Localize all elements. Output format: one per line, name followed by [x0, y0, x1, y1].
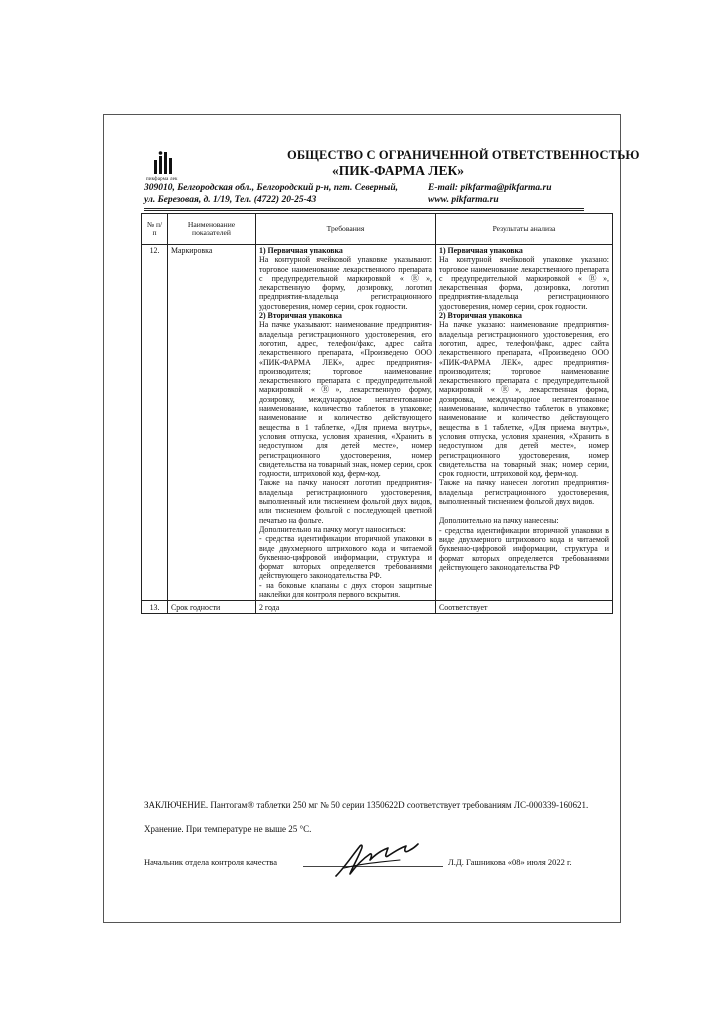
- res-secondary-title: 2) Вторичная упаковка: [439, 311, 522, 321]
- col-header-number: № п/п: [142, 214, 168, 245]
- req-additional-item-2: - на боковые клапаны с двух сторон защитные наклейки для контроля первого вскрытия.: [259, 580, 432, 599]
- organization-brand: «ПИК-ФАРМА ЛЕК»: [332, 163, 464, 178]
- req-logo-text: Также на пачку наносят логотип предприятия-владельца регистрационного удостоверения, выполненный или тиснением фольгой двух видов, или тиснением фольгой с последующей цветной печатью на фольге.: [259, 478, 432, 525]
- col-header-name: Наименование показателей: [168, 214, 256, 245]
- row-number: 13.: [142, 601, 168, 614]
- req-primary-title: 1) Первичная упаковка: [259, 246, 343, 255]
- res-additional-item-1: - средства идентификации вторичной упаковки в виде двухмерного штрихового кода и читаемой буквенно-цифровой информации, структура и формат которых определяется требованиями действующего законодательства РФ: [439, 525, 609, 572]
- email: E-mail: pikfarma@pikfarma.ru: [428, 183, 552, 193]
- res-secondary-text: На пачке указано: наименование предприятия-владельца регистрационного удостоверения, его логотип, адрес, телефон/факс, адрес сайта лекарственного препарата, «Произведено ООО «ПИК-ФАРМА ЛЕК», адрес предприятия-производителя; торговое наименование лекарственного препарата с предупредительной маркировкой «Ⓡ», лекарственная форма, дозировка, международное непатентованное наименование, количество таблеток в упаковке; наименование и количество действующего вещества в 1 таблетке, «Для приема внутрь», условия отпуска, условия хранения, «Хранить в недоступном для детей месте», номер регистрационного удостоверения, номер свидетельства на товарный знак; номер серии, срок годности, штриховой код, ферм-код.: [439, 320, 609, 479]
- spacer: [439, 506, 609, 516]
- col-header-results: Результаты анализа: [436, 214, 613, 245]
- res-primary-title: 1) Первичная упаковка: [439, 246, 523, 255]
- signatory-role: Начальник отдела контроля качества: [144, 857, 277, 867]
- organization-name: ОБЩЕСТВО С ОГРАНИЧЕННОЙ ОТВЕТСТВЕННОСТЬЮ: [287, 148, 640, 162]
- col-header-requirements: Требования: [256, 214, 436, 245]
- conclusion: ЗАКЛЮЧЕНИЕ. Пантогам® таблетки 250 мг № 50 серии 1350622D соответствует требованиям ЛС-000339-160621.: [144, 800, 589, 810]
- address-line-1: 309010, Белгородская обл., Белгородский р-н, пгт. Северный,: [144, 183, 398, 193]
- req-secondary-text: На пачке указывают: наименование предприятия-владельца регистрационного удостоверения, его логотип, адрес, телефон/факс, адрес сайта лекарственного препарата, «Произведено ООО «ПИК-ФАРМА ЛЕК», адрес предприятия-производителя; торговое наименование лекарственного препарата с предупредительной маркировкой «Ⓡ», лекарственную форму, дозировку, международное непатентованное наименование, количество таблеток в упаковке; наименование и количество действующего вещества в 1 таблетке, «Для приема внутрь», условия отпуска, условия хранения, «Хранить в недоступном для детей месте», номер регистрационного удостоверения, номер свидетельства на товарный знак, номер серии, срок годности, штриховой код, ферм-код.: [259, 320, 432, 479]
- row-name: Маркировка: [168, 245, 256, 601]
- res-logo-text: Также на пачку нанесен логотип предприятия-владельца регистрационного удостоверения, выполненный тиснением фольгой двух видов.: [439, 478, 609, 507]
- header-rule: [144, 208, 584, 209]
- row-name: Срок годности: [168, 601, 256, 614]
- signatory-name-date: Л.Д. Гашникова «08» июля 2022 г.: [448, 857, 572, 867]
- req-additional-text: Дополнительно на пачку могут наноситься:: [259, 524, 406, 534]
- table-row: [142, 601, 613, 614]
- website: www. pikfarma.ru: [428, 195, 499, 205]
- res-primary-text: На контурной ячейковой упаковке указано: торговое наименование лекарственного препарата с предупредительной маркировкой «Ⓡ», лекарственная форма, дозировка, логотип предприятия-владельца регистрационного удостоверения, номер серии, срок годности.: [439, 255, 609, 311]
- header-rule-2: [144, 210, 584, 211]
- address-line-2: ул. Березовая, д. 1/19, Тел. (4722) 20-25-43: [144, 195, 317, 205]
- results-table: [141, 213, 613, 614]
- requirements-cell: [256, 245, 436, 601]
- res-additional-text: Дополнительно на пачку нанесены:: [439, 516, 559, 526]
- handwritten-signature: [330, 838, 420, 882]
- requirements-cell: 2 года: [256, 601, 436, 614]
- req-secondary-title: 2) Вторичная упаковка: [259, 311, 342, 321]
- req-primary-text: На контурной ячейковой упаковке указывают: торговое наименование лекарственного препарата с предупредительной маркировкой «Ⓡ», лекарственную форму, дозировку, логотип предприятия-владельца регистрационного удостоверения, номер серии, срок годности.: [259, 255, 432, 311]
- company-logo: [150, 150, 176, 180]
- table-header-row: [142, 214, 613, 245]
- row-number: 12.: [142, 245, 168, 601]
- req-additional-item-1: - средства идентификации вторичной упаковки в виде двухмерного штрихового кода и читаемой буквенно-цифровой информации, структура и формат которых определяется требованиями действующего законодательства РФ.: [259, 534, 432, 581]
- logo-caption: пикфарма лек: [146, 177, 178, 182]
- table-row: [142, 245, 613, 601]
- storage-conditions: Хранение. При температуре не выше 25 °С.: [144, 824, 312, 834]
- results-cell: Соответствует: [436, 601, 613, 614]
- results-cell: [436, 245, 613, 601]
